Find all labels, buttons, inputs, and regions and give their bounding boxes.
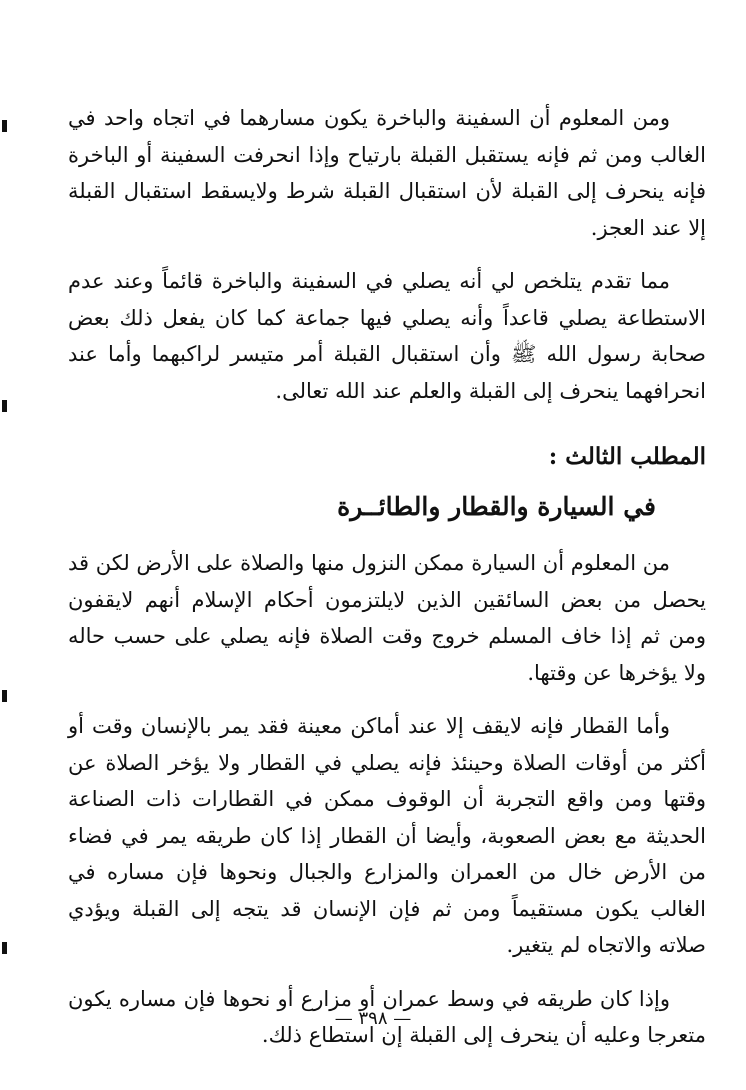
page-body: [68, 100, 706, 1054]
spacer: [68, 691, 706, 708]
spacer: [68, 409, 706, 439]
section-heading: المطلب الثالث :: [548, 443, 706, 470]
spacer: [68, 475, 706, 487]
margin-mark: [2, 400, 7, 412]
paragraph-4: وأما القطار فإنه لايقف إلا عند أماكن معينة فقد يمر بالإنسان وقت أو أكثر من أوقات الصلاة وحينئذ فإنه يصلي في القطار ولا يؤخر الصلاة عن وقتها ومن واقع التجربة أن الوقوف ممكن في القطارات ذات الصناعة الحديثة مع بعض الصعوبة، وأيضا أن القطار إذا كان طريقه يمر في فضاء من الأرض خال من العمران والمزارع والجبال ونحوها فإن مساره في الغالب يكون مستقيماً ومن ثم فإن الإنسان قد يتجه إلى القبلة ويؤدي صلاته والاتجاه لم يتغير.: [68, 714, 706, 957]
margin-mark: [2, 690, 7, 702]
paragraph-5: وإذا كان طريقه في وسط عمران أو مزارع أو نحوها فإن مساره يكون متعرجا وعليه أن ينحرف إلى القبلة إن استطاع ذلك.: [68, 986, 706, 1047]
margin-mark: [2, 942, 7, 954]
section-subheading: في السيارة والقطار والطائــرة: [337, 492, 656, 521]
page-number: — ٣٩٨ —: [334, 1008, 412, 1029]
paragraph-3: من المعلوم أن السيارة ممكن النزول منها والصلاة على الأرض لكن قد يحصل من بعض السائقين الذين لايلتزمون أحكام الإسلام أنهم لايقفون ومن ثم إذا خاف المسلم خروج وقت الصلاة فإنه يصلي على حسب حاله ولا يؤخرها عن وقتها.: [68, 551, 706, 685]
paragraph-1: ومن المعلوم أن السفينة والباخرة يكون مسارهما في اتجاه واحد في الغالب ومن ثم فإنه يستقبل القبلة بارتياح وإذا انحرفت السفينة أو الباخرة فإنه ينحرف إلى القبلة لأن استقبال القبلة شرط ولايسقط استقبال القبلة إلا عند العجز.: [68, 106, 706, 240]
margin-mark: [2, 120, 7, 132]
spacer: [68, 246, 706, 263]
spacer: [68, 527, 706, 545]
paragraph-2: مما تقدم يتلخص لي أنه يصلي في السفينة والباخرة قائماً وعند عدم الاستطاعة يصلي قاعداً وأنه يصلي فيها جماعة كما كان يفعل ذلك بعض صحابة رسول الله ﷺ وأن استقبال القبلة أمر متيسر لراكبهما وأما عند انحرافهما ينحرف إلى القبلة والعلم عند الله تعالى.: [68, 269, 706, 403]
spacer: [68, 964, 706, 981]
